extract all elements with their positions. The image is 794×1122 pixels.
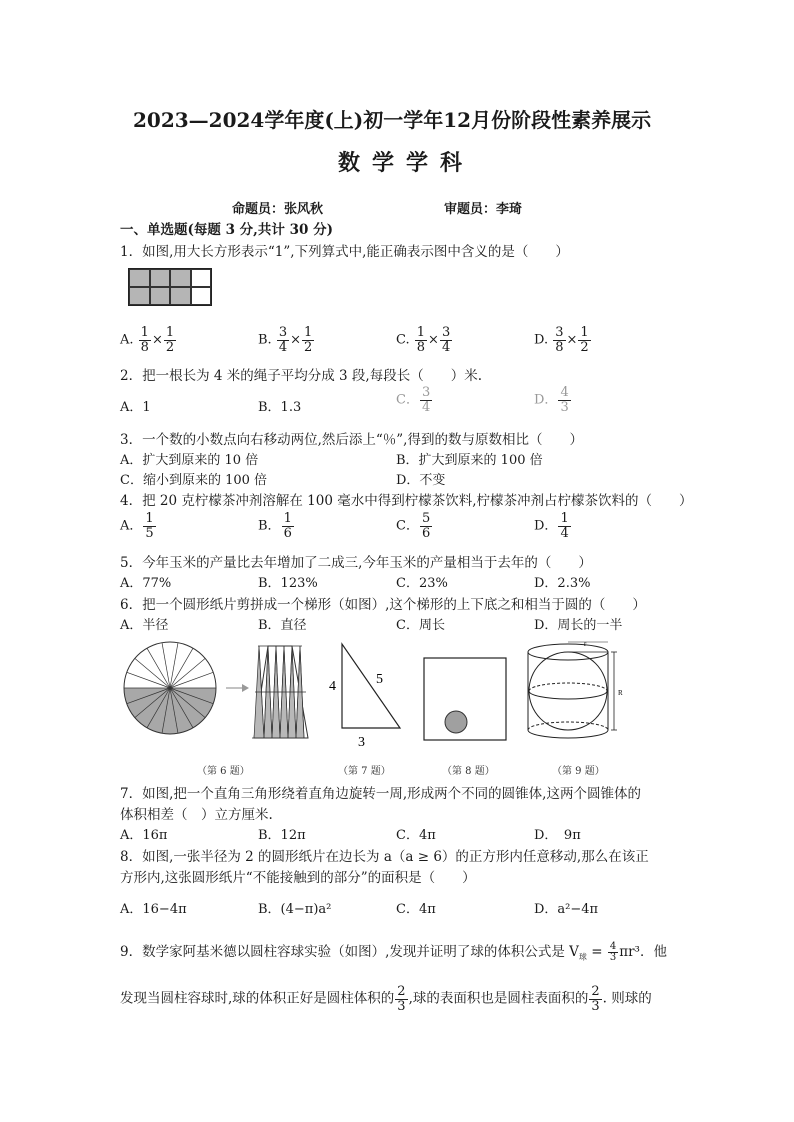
- question-4-stem: 4．把 20 克柠檬茶冲剂溶解在 100 毫水中得到柠檬茶饮料,柠檬茶冲剂占柠檬茶饮料的（ ）: [120, 493, 693, 509]
- question-8-stem-line1: 8．如图,一张半径为 2 的圆形纸片在边长为 a（a ≥ 6）的正方形内任意移动,那么在该正: [120, 849, 649, 865]
- question-2-stem: 2．把一根长为 4 米的绳子平均分成 3 段,每段长（ ）米.: [120, 368, 483, 384]
- q2-option-b: B．1.3: [258, 400, 302, 415]
- question-7-stem-line2: 体积相差（ ）立方厘米.: [120, 807, 273, 823]
- grid-cell-shaded: [170, 269, 191, 287]
- q4-option-c: C． $\frac{5}{6}$: [396, 511, 431, 541]
- q8-option-a: A．16−4π: [120, 902, 187, 917]
- exam-title: 2023—2024学年度(上)初一学年12月份阶段性素养展示: [133, 108, 652, 132]
- arrow-icon: [226, 684, 249, 692]
- figures-row: [118, 638, 678, 756]
- q4-option-d: D． $\frac{1}{4}$: [534, 511, 569, 541]
- grid-cell-shaded: [150, 269, 171, 287]
- question-1-stem: 1．如图,用大长方形表示“1”,下列算式中,能正确表示图中含义的是（ ）: [120, 244, 569, 260]
- question-9-stem-line1: 9．数学家阿基米德以圆柱容球实验（如图）,发现并证明了球的体积公式是 $V_球$ = $\frac{4}{3}$ πr³．他: [120, 940, 667, 963]
- q1-rectangle-grid: [128, 268, 212, 306]
- q7-option-a: A．16π: [120, 828, 168, 843]
- q5-option-d: D．2.3%: [534, 576, 591, 591]
- fig8-square-circle: [424, 658, 506, 740]
- q3-option-a: A．扩大到原来的 10 倍: [120, 453, 259, 468]
- q8-option-b: B．(4−π)a²: [258, 902, 332, 917]
- caption-fig9: （第 9 题）: [552, 766, 605, 777]
- q3-option-d: D．不变: [396, 473, 446, 488]
- q5-option-b: B．123%: [258, 576, 318, 591]
- q7-option-c: C．4π: [396, 828, 436, 843]
- grid-cell: [191, 287, 212, 305]
- question-8-stem-line2: 方形内,这张圆形纸片“不能接触到的部分”的面积是（ ）: [120, 870, 476, 886]
- subject-title: 数学学科: [338, 150, 475, 176]
- cyl-label-R: R: [618, 689, 623, 697]
- q5-option-c: C．23%: [396, 576, 448, 591]
- q2-option-c: C． $\frac{3}{4}$: [396, 385, 431, 415]
- section-title: 一、单选题(每题 3 分,共计 30 分): [120, 222, 333, 238]
- fig7-right-triangle: [329, 644, 400, 750]
- author-label: 命题员：张风秋: [232, 202, 324, 217]
- fig6-sector-circle: [124, 642, 216, 734]
- caption-fig7: （第 7 题）: [338, 766, 391, 777]
- caption-fig8: （第 8 题）: [442, 766, 495, 777]
- question-6-stem: 6．把一个圆形纸片剪拼成一个梯形（如图）,这个梯形的上下底之和相当于圆的（ ）: [120, 597, 646, 613]
- q6-option-b: B．直径: [258, 618, 307, 633]
- cyl-label-r: r: [584, 640, 587, 648]
- q7-option-b: B．12π: [258, 828, 306, 843]
- q1-option-d: D. $\frac{3}{8}$ × $\frac{1}{2}$: [534, 325, 589, 355]
- fig9-cylinder-sphere: [528, 642, 617, 738]
- q6-option-a: A．半径: [120, 618, 169, 633]
- grid-cell: [191, 269, 212, 287]
- question-7-stem-line1: 7．如图,把一个直角三角形绕着直角边旋转一周,形成两个不同的圆锥体,这两个圆锥体的: [120, 786, 641, 802]
- q1-option-a: A. $\frac{1}{8}$ × $\frac{1}{2}$: [120, 325, 175, 355]
- grid-cell-shaded: [170, 287, 191, 305]
- q4-option-a: A． $\frac{1}{5}$: [120, 511, 154, 541]
- reviewer-label: 审题员：李琦: [444, 202, 523, 217]
- tri-side-4: 4: [329, 679, 336, 694]
- q8-option-c: C．4π: [396, 902, 436, 917]
- question-5-stem: 5．今年玉米的产量比去年增加了二成三,今年玉米的产量相当于去年的（ ）: [120, 555, 592, 571]
- q6-option-d: D．周长的一半: [534, 618, 623, 633]
- q2-option-d: D． $\frac{4}{3}$: [534, 385, 569, 415]
- q2-option-a: A．1: [120, 400, 151, 415]
- grid-cell-shaded: [129, 287, 150, 305]
- q1-option-b: B. $\frac{3}{4}$ × $\frac{1}{2}$: [258, 325, 313, 355]
- tri-side-5: 5: [376, 672, 383, 687]
- q4-option-b: B． $\frac{1}{6}$: [258, 511, 292, 541]
- question-3-stem: 3．一个数的小数点向右移动两位,然后添上“％”,得到的数与原数相比（ ）: [120, 432, 583, 448]
- caption-fig6: （第 6 题）: [197, 766, 250, 777]
- q8-option-d: D．a²−4π: [534, 902, 599, 917]
- fig6-trapezoid: [252, 646, 308, 738]
- q1-option-c: C. $\frac{1}{8}$ × $\frac{3}{4}$: [396, 325, 451, 355]
- q3-option-b: B．扩大到原来的 100 倍: [396, 453, 543, 468]
- q7-option-d: D． 9π: [534, 828, 581, 843]
- q5-option-a: A．77%: [120, 576, 172, 591]
- q6-option-c: C．周长: [396, 618, 445, 633]
- grid-cell-shaded: [129, 269, 150, 287]
- tri-side-3: 3: [358, 735, 365, 750]
- q3-option-c: C．缩小到原来的 100 倍: [120, 473, 268, 488]
- grid-cell-shaded: [150, 287, 171, 305]
- question-9-stem-line2: 发现当圆柱容球时,球的体积正好是圆柱体积的 $\frac{2}{3}$ ,球的表面积也是圆柱表面积的 $\frac{2}{3}$ . 则球的: [120, 984, 652, 1014]
